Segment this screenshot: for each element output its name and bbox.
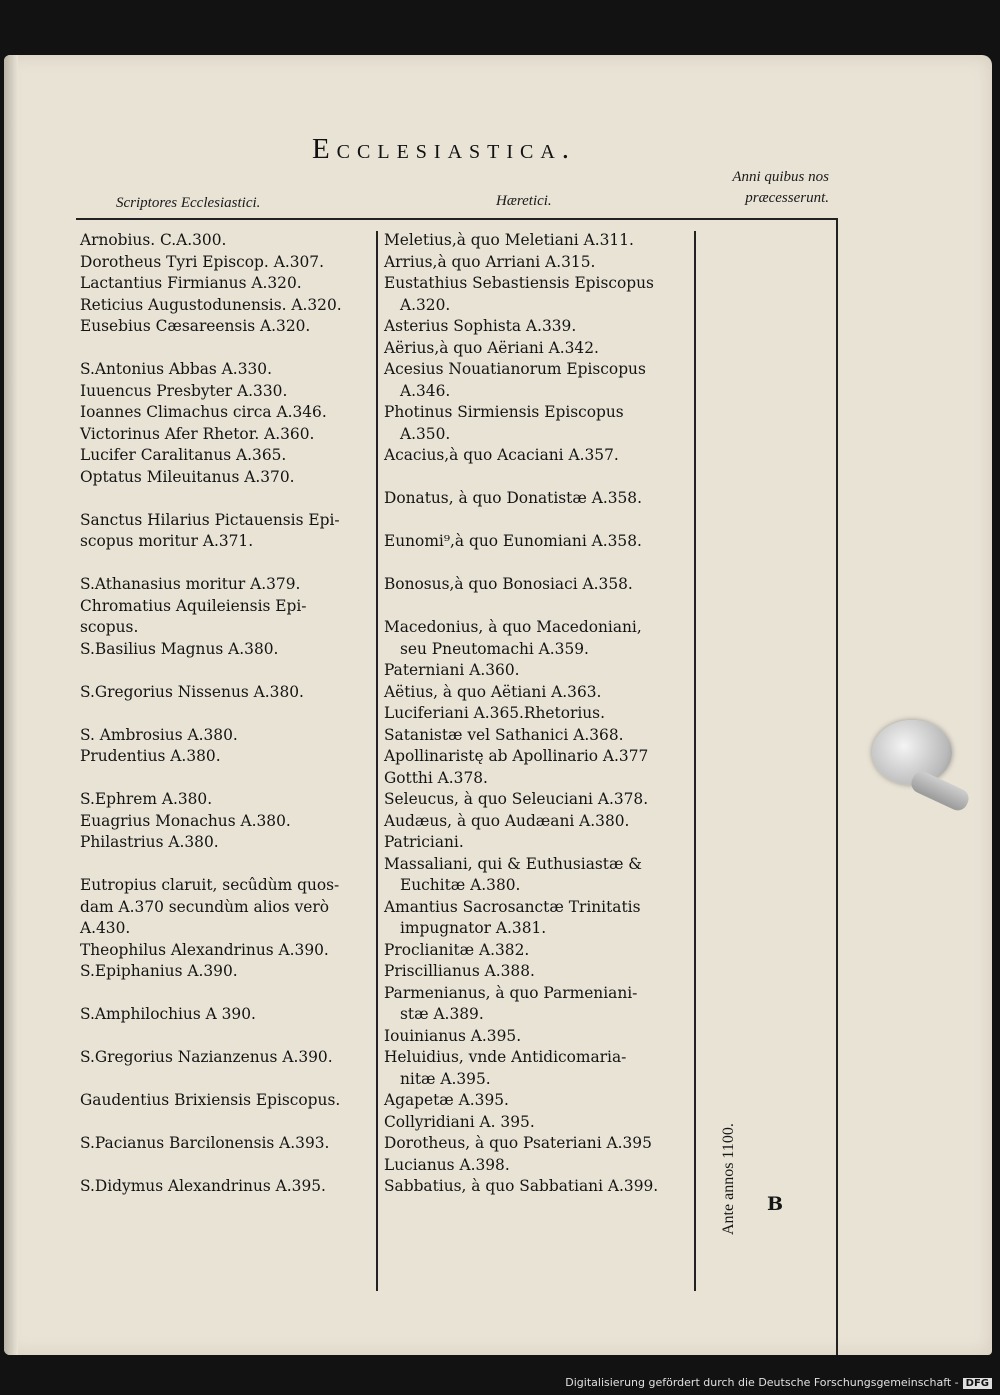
entry-spacer	[80, 703, 374, 725]
list-item: Paterniani A.360.	[384, 661, 520, 679]
list-item: Lucianus A.398.	[384, 1155, 510, 1174]
entry-spacer	[384, 467, 692, 489]
entry-spacer	[80, 854, 374, 876]
list-item: Massaliani, qui & Euthusiastæ &	[384, 854, 643, 873]
list-item: S.Antonius Abbas A.330.	[80, 360, 272, 378]
list-item: stæ A.389.	[400, 1005, 484, 1023]
list-item: Amantius Sacrosanctæ Trinitatis	[384, 897, 641, 916]
list-item: Philastrius A.380.	[80, 833, 219, 851]
list-item: Eutropius claruit, secûdùm quos-	[80, 876, 340, 894]
footer-text: Digitalisierung gefördert durch die Deutsche Forschungsgemeinschaft -	[565, 1376, 959, 1389]
list-item: Photinus Sirmiensis Episcopus	[384, 403, 624, 421]
list-item: A.430.	[80, 919, 131, 937]
list-item: Sanctus Hilarius Pictauensis Epi-	[80, 510, 340, 529]
entry-spacer	[80, 768, 374, 790]
book-page	[4, 55, 992, 1355]
list-item: Eusebius Cæsareensis A.320.	[80, 317, 311, 335]
entry-spacer	[80, 1026, 374, 1048]
list-item: S.Pacianus Barcilonensis A.393.	[80, 1134, 330, 1152]
list-item: Gotthi A.378.	[384, 768, 488, 787]
list-item: Ioannes Climachus circa A.346.	[80, 403, 327, 421]
list-item: Prudentius A.380.	[80, 747, 221, 765]
entry-spacer	[80, 1069, 374, 1091]
list-item: Eunomi⁹,à quo Eunomiani A.358.	[384, 532, 642, 550]
entry-spacer	[80, 1155, 374, 1177]
list-item: Lucifer Caralitanus A.365.	[80, 446, 287, 464]
list-item: Iuuencus Presbyter A.330.	[80, 381, 288, 400]
column-rule-3	[836, 218, 838, 1355]
list-item: Chromatius Aquileiensis Epi-	[80, 596, 307, 615]
list-item: scopus moritur A.371.	[80, 532, 254, 550]
list-item: Dorotheus, à quo Psateriani A.395	[384, 1134, 652, 1152]
list-item: Asterius Sophista A.339.	[384, 317, 577, 335]
list-item: S.Basilius Magnus A.380.	[80, 639, 279, 658]
list-item: Optatus Mileuitanus A.370.	[80, 467, 295, 486]
list-item: Arnobius. C.A.300.	[80, 231, 227, 249]
list-item: Luciferiani A.365.Rhetorius.	[384, 704, 605, 722]
header-anni: Anni quibus nos præcesserunt.	[732, 169, 829, 206]
list-item: Euchitæ A.380.	[400, 876, 521, 894]
dfg-logo-icon: DFG	[963, 1378, 992, 1389]
list-item: A.320.	[400, 295, 451, 314]
column-rule-2	[694, 231, 696, 1291]
list-item: S.Gregorius Nissenus A.380.	[80, 682, 304, 701]
list-item: A.350.	[400, 424, 451, 443]
column-rule-1	[376, 231, 378, 1291]
list-item: Aërius,à quo Aëriani A.342.	[384, 338, 599, 357]
list-item: S.Athanasius moritur A.379.	[80, 575, 301, 593]
list-item: Lactantius Firmianus A.320.	[80, 274, 302, 292]
entry-spacer	[80, 983, 374, 1005]
footer-credit	[565, 1376, 992, 1389]
list-item: S. Ambrosius A.380.	[80, 725, 238, 744]
list-item: Collyridiani A. 395.	[384, 1112, 535, 1131]
entry-spacer	[384, 596, 692, 618]
list-item: Donatus, à quo Donatistæ A.358.	[384, 489, 642, 507]
list-item: S.Epiphanius A.390.	[80, 962, 238, 980]
list-item: Acesius Nouatianorum Episcopus	[384, 360, 646, 378]
scriptores-column	[80, 230, 374, 1198]
list-item: impugnator A.381.	[400, 919, 547, 937]
list-item: Sabbatius, à quo Sabbatiani A.399.	[384, 1177, 659, 1195]
list-item: Seleucus, à quo Seleuciani A.378.	[384, 790, 649, 808]
list-item: nitæ A.395.	[400, 1069, 491, 1088]
list-item: Reticius Augustodunensis. A.320.	[80, 295, 342, 314]
list-item: Parmenianus, à quo Parmeniani-	[384, 983, 638, 1002]
header-rule	[76, 218, 836, 220]
list-item: Aëtius, à quo Aëtiani A.363.	[384, 682, 602, 701]
signature-mark: B	[767, 1193, 784, 1215]
list-item: Gaudentius Brixiensis Episcopus.	[80, 1091, 341, 1109]
page-title: Ecclesiastica.	[311, 133, 577, 165]
entry-spacer	[384, 510, 692, 532]
list-item: Bonosus,à quo Bonosiaci A.358.	[384, 575, 633, 593]
list-item: Theophilus Alexandrinus A.390.	[80, 940, 329, 959]
list-item: Priscillianus A.388.	[384, 962, 535, 980]
list-item: scopus.	[80, 618, 139, 636]
header-haeretici: Hæretici.	[496, 193, 552, 209]
list-item: Arrius,à quo Arriani A.315.	[384, 252, 596, 271]
header-scriptores: Scriptores Ecclesiastici.	[116, 195, 261, 211]
list-item: A.346.	[400, 381, 451, 400]
vertical-year-note: Ante annos 1100.	[720, 1123, 737, 1235]
list-item: S.Ephrem A.380.	[80, 790, 213, 808]
haeretici-column	[384, 230, 692, 1198]
magnifier-lens-icon	[872, 720, 952, 785]
list-item: Eustathius Sebastiensis Episcopus	[384, 274, 654, 292]
entry-spacer	[80, 338, 374, 360]
list-item: Victorinus Afer Rhetor. A.360.	[80, 424, 315, 443]
list-item: Audæus, à quo Audæani A.380.	[384, 811, 630, 830]
list-item: Apollinaristę ab Apollinario A.377	[384, 747, 649, 765]
list-item: S.Gregorius Nazianzenus A.390.	[80, 1048, 333, 1066]
list-item: Acacius,à quo Acaciani A.357.	[384, 446, 619, 464]
list-item: Satanistæ vel Sathanici A.368.	[384, 725, 624, 744]
entry-spacer	[80, 660, 374, 682]
list-item: Meletius,à quo Meletiani A.311.	[384, 231, 634, 249]
entry-spacer	[80, 488, 374, 510]
list-item: Patriciani.	[384, 833, 464, 851]
list-item: dam A.370 secundùm alios verò	[80, 897, 329, 916]
list-item: Euagrius Monachus A.380.	[80, 811, 291, 830]
list-item: Agapetæ A.395.	[384, 1091, 509, 1109]
list-item: S.Amphilochius A 390.	[80, 1005, 256, 1023]
list-item: Proclianitæ A.382.	[384, 940, 530, 959]
list-item: Iouinianus A.395.	[384, 1026, 522, 1045]
list-item: Dorotheus Tyri Episcop. A.307.	[80, 252, 324, 271]
list-item: S.Didymus Alexandrinus A.395.	[80, 1177, 326, 1195]
list-item: seu Pneutomachi A.359.	[400, 639, 589, 658]
entry-spacer	[384, 553, 692, 575]
list-item: Macedonius, à quo Macedoniani,	[384, 618, 642, 636]
entry-spacer	[80, 553, 374, 575]
list-item: Heluidius, vnde Antidicomaria-	[384, 1048, 627, 1066]
entry-spacer	[80, 1112, 374, 1134]
page-gutter	[4, 55, 18, 1355]
